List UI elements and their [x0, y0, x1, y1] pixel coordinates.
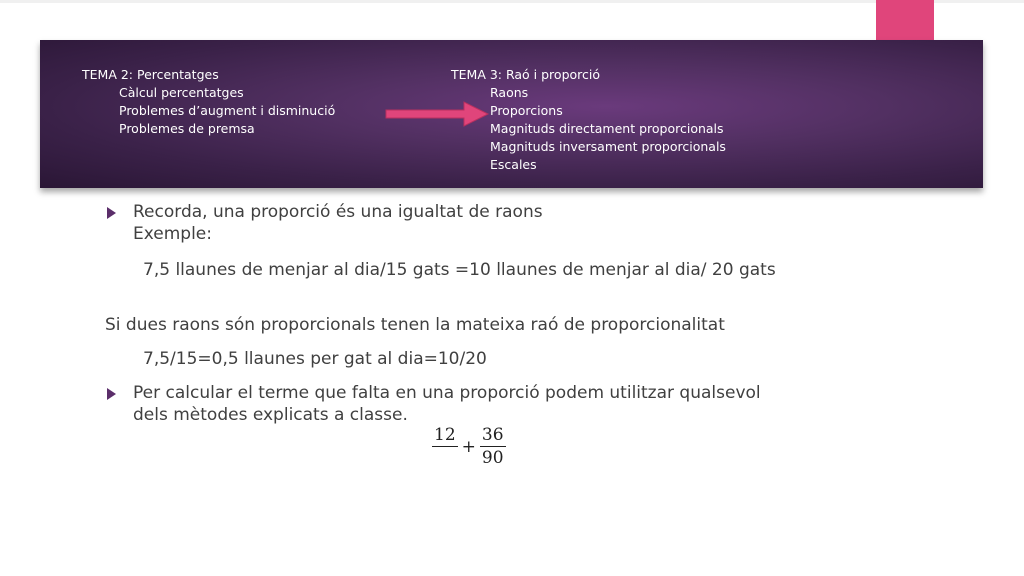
bullet-arrow-icon — [107, 388, 116, 400]
proportion-formula — [432, 424, 506, 469]
bullet-arrow-icon — [107, 207, 116, 219]
definition-text: Recorda, una proporció és una igualtat de raons — [133, 202, 543, 222]
topic-3-item: Magnituds directament proporcionals — [490, 121, 724, 136]
statement-text: Si dues raons són proporcionals tenen la mateixa raó de proporcionalitat — [105, 315, 725, 335]
fraction-right — [480, 424, 506, 469]
fraction-denominator: 90 — [481, 448, 504, 468]
plus-operator: + — [461, 436, 476, 457]
topic-2-item: Càlcul percentatges — [119, 85, 244, 100]
topic-2-item: Problemes d’augment i disminució — [119, 103, 336, 118]
example-text: 7,5 llaunes de menjar al dia/15 gats =10 llaunes de menjar al dia/ 20 gats — [143, 260, 776, 280]
fraction-left — [432, 424, 458, 469]
example-label: Exemple: — [133, 224, 212, 244]
topic-3-item: Escales — [490, 157, 537, 172]
topic-2-title: TEMA 2: Percentatges — [82, 67, 219, 82]
topic-3-item: Magnituds inversament proporcionals — [490, 139, 726, 154]
topic-3-item: Proporcions — [490, 103, 563, 118]
topic-3-title: TEMA 3: Raó i proporció — [451, 67, 601, 82]
topic-3-item: Raons — [490, 85, 529, 100]
method-text-continued: dels mètodes explicats a classe. — [133, 405, 408, 425]
method-text: Per calcular el terme que falta en una proporció podem utilitzar qualsevol — [133, 383, 761, 403]
ratio-text: 7,5/15=0,5 llaunes per gat al dia=10/20 — [143, 349, 487, 369]
fraction-numerator: 12 — [434, 425, 456, 445]
fraction-numerator: 36 — [481, 425, 504, 445]
topic-2-item: Problemes de premsa — [119, 121, 255, 136]
fraction-denominator — [432, 447, 458, 469]
